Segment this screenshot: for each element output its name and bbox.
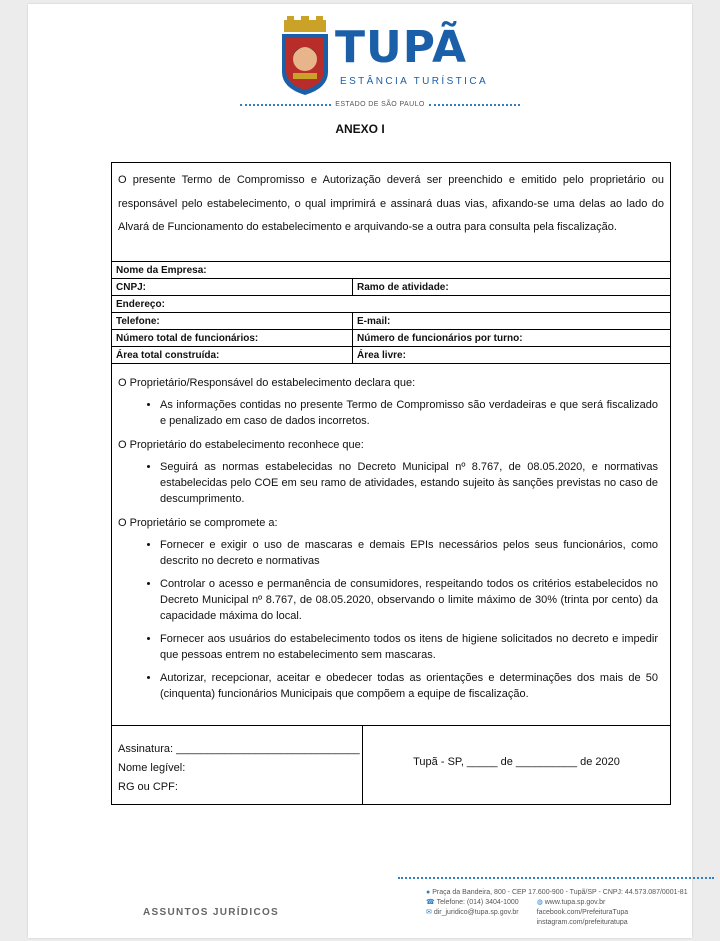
footer-row [426, 898, 688, 908]
legible-name-field[interactable]: Nome legível: [118, 762, 186, 774]
footer-address-text: Praça da Bandeira, 800 - CEP 17.600-900 - Tupã/SP - CNPJ: 44.573.087/0001-81 [432, 889, 688, 896]
signature-field[interactable]: Assinatura: ______________________________ [118, 743, 360, 755]
annex-title: ANEXO I [335, 122, 385, 136]
footer-address [426, 888, 688, 898]
footer-phone-text: Telefone: (014) 3404-1000 [436, 899, 519, 906]
city-crest-icon [278, 16, 332, 96]
list-item: • Fornecer aos usuários do estabelecimento todos os itens de higiene solicitados no decreto e impedir que pessoas entrem no estabelecimento sem mascaras. [160, 631, 658, 663]
list-item: • Seguirá as normas estabelecidas no Decreto Municipal nº 8.767, de 08.05.2020, e normativas estabelecidas pelo COE em seu ramo de atividades, estando sujeito às sanções previstas no caso de descumprimento. [160, 459, 658, 507]
address-field[interactable]: Endereço: [116, 299, 165, 310]
mail-icon: ✉ [426, 909, 432, 916]
commits-list [118, 537, 664, 702]
free-area-field[interactable]: Área livre: [357, 350, 406, 361]
phone-field[interactable]: Telefone: [112, 313, 353, 329]
footer-department: ASSUNTOS JURÍDICOS [143, 907, 280, 918]
footer-website-text: www.tupa.sp.gov.br [544, 899, 606, 906]
footer-phone [426, 898, 519, 908]
phone-icon: ☎ [426, 899, 435, 906]
footer-row [426, 908, 688, 928]
brand-subtitle: ESTÂNCIA TURÍSTICA [340, 76, 489, 87]
activity-field[interactable]: Ramo de atividade: [357, 282, 449, 293]
recognizes-heading: O Proprietário do estabelecimento reconhece que: [118, 439, 364, 451]
company-name-field[interactable]: Nome da Empresa: [116, 265, 207, 276]
signature-block [112, 726, 363, 805]
field-row [112, 296, 670, 313]
field-row [112, 347, 670, 364]
state-label: ESTADO DE SÃO PAULO [335, 101, 425, 108]
footer-social [537, 908, 629, 928]
dotted-divider [429, 104, 520, 106]
list-item: • Fornecer e exigir o uso de mascaras e demais EPIs necessários pelos seus funcionários, como descrito no decreto e normativas [160, 537, 658, 569]
cnpj-field[interactable]: CNPJ: [112, 279, 353, 295]
dotted-divider [240, 104, 331, 106]
rg-cpf-field[interactable]: RG ou CPF: [118, 781, 178, 793]
footer-dotted-divider [398, 877, 714, 879]
letterhead [28, 4, 692, 124]
email-field[interactable]: E-mail: [357, 316, 391, 327]
company-fields [112, 262, 670, 364]
globe-icon: ◍ [536, 899, 543, 906]
footer-website[interactable] [537, 898, 606, 908]
field-row [112, 279, 670, 296]
declares-heading: O Proprietário/Responsável do estabelecimento declara que: [118, 377, 416, 389]
field-row [112, 262, 670, 279]
built-area-field[interactable]: Área total construída: [112, 347, 353, 363]
footer-facebook[interactable]: facebook.com/PrefeituraTupa [536, 909, 629, 916]
field-row [112, 313, 670, 330]
list-item: • Controlar o acesso e permanência de consumidores, respeitando todos os critérios estabelecidos no Decreto Municipal nº 8.767, de 08.05.2020, observando o limite máximo de 30% (trinta por cento) da capacidade máxima do local. [160, 576, 658, 624]
list-item: • Autorizar, recepcionar, aceitar e obedecer todas as orientações e determinações dos mais de 50 (cinquenta) funcionários Municipais que compõem a equipe de fiscalização. [160, 670, 658, 702]
state-line [240, 101, 520, 108]
declares-list [118, 397, 664, 429]
place-date-field[interactable]: Tupã - SP, _____ de __________ de 2020 [413, 755, 620, 768]
total-employees-field[interactable]: Número total de funcionários: [112, 330, 353, 346]
place-date-block [363, 726, 670, 805]
location-pin-icon: ● [426, 889, 431, 896]
recognizes-list [118, 459, 664, 507]
brand-name: TUPÃ [335, 22, 468, 73]
commitment-form [111, 162, 671, 805]
field-row [112, 330, 670, 347]
footer-email-text: dir_juridico@tupa.sp.gov.br [433, 909, 519, 916]
list-item: • As informações contidas no presente Termo de Compromisso são verdadeiras e que será fiscalizado e penalizado em caso de dados incorretos. [160, 397, 658, 429]
intro-paragraph: O presente Termo de Compromisso e Autorização deverá ser preenchido e emitido pelo proprietário ou responsável pelo estabelecimento, o qual imprimirá e assinará duas vias, afixando-se uma delas ao lado do Alvará de Funcionamento do estabelecimento e arquivando-se a outra para consulta pela fiscalização. [112, 163, 670, 262]
footer-contact [426, 888, 688, 928]
footer-email[interactable] [426, 908, 519, 928]
signature-section [112, 725, 670, 805]
commits-heading: O Proprietário se compromete a: [118, 517, 278, 529]
declarations-section [112, 363, 670, 710]
employees-per-shift-field[interactable]: Número de funcionários por turno: [357, 333, 523, 344]
footer-instagram[interactable]: instagram.com/prefeituratupa [536, 919, 628, 926]
footer-row [426, 888, 688, 898]
document-page [28, 4, 692, 938]
